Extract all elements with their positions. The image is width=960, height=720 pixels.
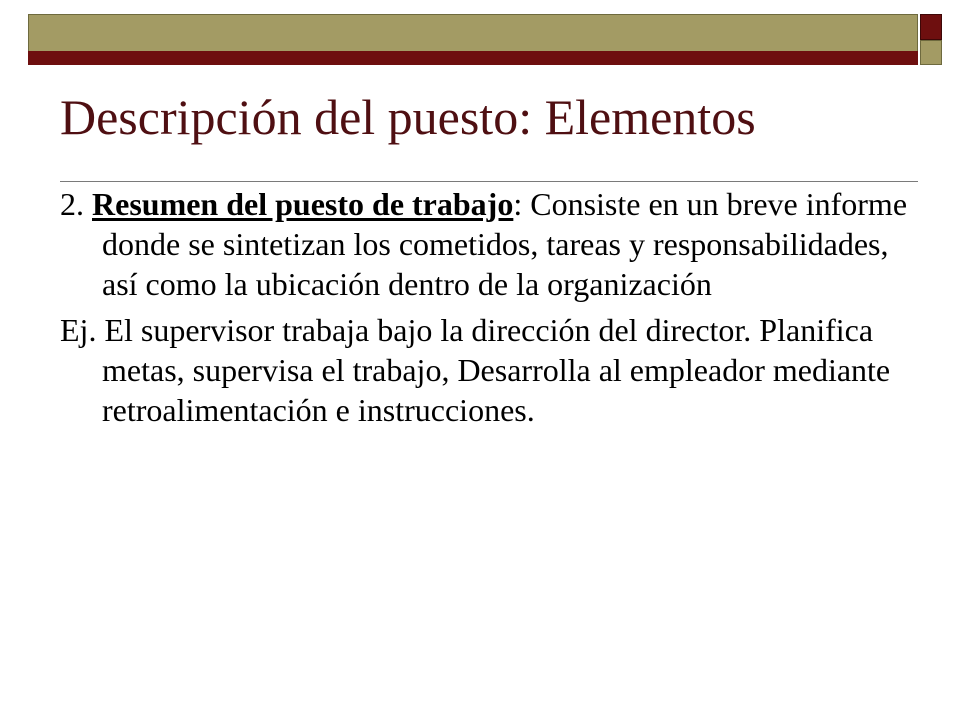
slide-body	[60, 184, 920, 436]
header-banner-stripe	[28, 51, 918, 65]
paragraph-number: 2.	[60, 186, 92, 222]
corner-square-olive	[920, 40, 942, 65]
title-divider	[60, 181, 918, 182]
term-resumen-puesto: Resumen del puesto de trabajo	[92, 186, 514, 222]
slide-title: Descripción del puesto: Elementos	[60, 89, 756, 145]
paragraph-example: Ej. El supervisor trabaja bajo la dirección del director. Planifica metas, supervisa el trabajo, Desarrolla al empleador mediante retroalimentación e instrucciones.	[60, 312, 891, 428]
paragraph-summary	[60, 184, 920, 304]
paragraph-summary-text: : Consiste en un breve informe donde se sintetizan los cometidos, tareas y responsabilidades, así como la ubicación dentro de la organización	[102, 186, 908, 302]
corner-square-maroon	[920, 14, 942, 40]
